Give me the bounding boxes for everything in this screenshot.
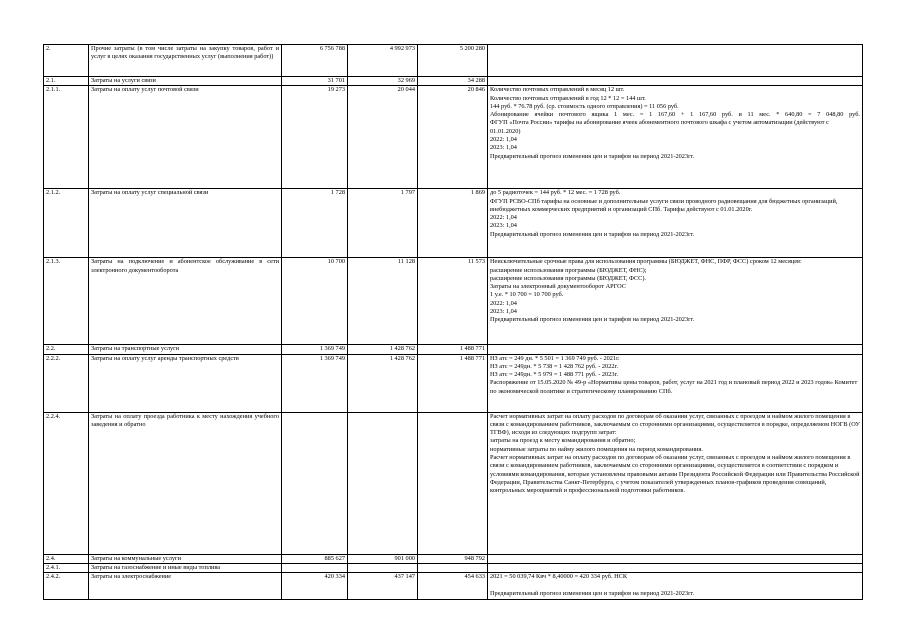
table-row xyxy=(44,86,863,189)
value-2022: 11 128 xyxy=(348,258,418,345)
note-line: затраты на проезд к месту командирования и обратно; xyxy=(490,437,636,445)
note-line: Предварительный прогноз изменения цен и тарифов на период 2021-2023гг. xyxy=(490,316,695,324)
note-line: ФГУП «Почта России» тарифы на абонирование ячеек абонементного почтового шкафа с учетом автоматизации (действуют с 01.01.2020) xyxy=(490,119,829,135)
value-2021: 885 627 xyxy=(282,554,348,563)
value-2023: 5 200 280 xyxy=(418,45,488,77)
table-row xyxy=(44,189,863,258)
row-name: Прочие затраты (в том числе затраты на закупку товаров, работ и услуг в целях оказания государственных услуг (выполнения работ)) xyxy=(89,45,282,77)
note-line: 2022: 1,04 xyxy=(490,214,517,222)
note-line: Количество почтовых отправлений в год 12 * 12 = 144 шт. xyxy=(490,94,646,102)
value-2022 xyxy=(348,563,418,572)
note-line: НЗ атс = 249дн. * 5 979 = 1 488 771 руб. - 2023г. xyxy=(490,371,618,379)
row-name: Затраты на транспортные услуги xyxy=(89,345,282,354)
row-notes xyxy=(488,554,863,563)
note-line: до 5 радиоточек = 144 руб. * 12 мес. = 1 728 руб. xyxy=(490,189,621,197)
note-line: 2022: 1,04 xyxy=(490,136,517,144)
row-notes xyxy=(488,345,863,354)
table-row xyxy=(44,412,863,554)
row-notes xyxy=(488,258,863,345)
row-name: Затраты на оплату услуг аренды транспортных средств xyxy=(89,354,282,412)
row-notes xyxy=(488,189,863,258)
value-2021: 19 273 xyxy=(282,86,348,189)
value-2021 xyxy=(282,412,348,554)
value-2022: 20 044 xyxy=(348,86,418,189)
value-2021: 6 756 788 xyxy=(282,45,348,77)
note-line: расширение использования программы (БЮДЖЕТ, ФСС). xyxy=(490,274,646,282)
note-spacer xyxy=(490,581,860,589)
table-row xyxy=(44,45,863,77)
row-name: Затраты на оплату услуг специальной связи xyxy=(89,189,282,258)
row-code: 2.4. xyxy=(44,554,89,563)
value-2023 xyxy=(418,412,488,554)
row-name: Затраты на коммунальные услуги xyxy=(89,554,282,563)
note-line: 144 руб. * 76.78 руб. (ср. стоимость одного отправления) = 11 056 руб. xyxy=(490,102,679,110)
row-code: 2.2.4. xyxy=(44,412,89,554)
table-row xyxy=(44,258,863,345)
value-2021: 420 334 xyxy=(282,573,348,600)
table-row xyxy=(44,554,863,563)
note-line: расширение использования программы (БЮДЖЕТ, ФНС); xyxy=(490,266,647,274)
row-notes xyxy=(488,86,863,189)
row-code: 2.4.2. xyxy=(44,573,89,600)
note-line: НЗ атс = 249дн. * 5 738 = 1 428 762 руб. - 2022г. xyxy=(490,362,618,370)
row-notes xyxy=(488,354,863,412)
row-notes xyxy=(488,563,863,572)
value-2023: 1 869 xyxy=(418,189,488,258)
value-2021: 31 701 xyxy=(282,77,348,86)
row-code: 2.1.3. xyxy=(44,258,89,345)
value-2022: 901 000 xyxy=(348,554,418,563)
value-2021 xyxy=(282,563,348,572)
value-2022: 4 992 973 xyxy=(348,45,418,77)
value-2023: 454 633 xyxy=(418,573,488,600)
row-name: Затраты на оплату услуг почтовой связи xyxy=(89,86,282,189)
note-line: Распоряжение от 15.05.2020 № 49-р «Нормативы цены товаров, работ, услуг на 2021 год и плановый период 2022 и 2023 годов» Комитет по экономической политике и стратегическому планированию СПб. xyxy=(490,379,858,395)
row-code: 2. xyxy=(44,45,89,77)
value-2023: 11 573 xyxy=(418,258,488,345)
row-code: 2.2. xyxy=(44,345,89,354)
value-2022: 1 797 xyxy=(348,189,418,258)
note-line: 2023: 1,04 xyxy=(490,222,517,230)
note-line: 2022: 1,04 xyxy=(490,299,517,307)
row-notes xyxy=(488,573,863,600)
note-line: 1 у.е. * 10 700 = 10 700 руб. xyxy=(490,291,564,299)
table-row xyxy=(44,573,863,600)
value-2022: 1 428 762 xyxy=(348,345,418,354)
note-line: 2023: 1,04 xyxy=(490,144,517,152)
row-code: 2.1.1. xyxy=(44,86,89,189)
note-line: Расчет нормативных затрат на оплату расходов по договорам об оказании услуг, связанных с проездом и наймом жилого помещения в связи с командированием работников, заключаемым со сторонними организациями, осуществляется в соответствии с порядком и условиями командирования, которые установлены правовыми актами Президента Российской Федерации или Правительства Российской Федерации, Правительства Санкт-Петербурга, с учетом показателей утвержденных планов-графиков проведения совещаний, контрольных мероприятий и профессиональной подготовки работников. xyxy=(490,454,860,495)
value-2021: 10 700 xyxy=(282,258,348,345)
table-row xyxy=(44,563,863,572)
note-line: 2021 = 50 039,74 Квч * 8,40000 = 420 334 руб. НСК xyxy=(490,573,628,581)
value-2021: 1 728 xyxy=(282,189,348,258)
table-row xyxy=(44,77,863,86)
value-2022: 437 147 xyxy=(348,573,418,600)
note-line: Предварительный прогноз изменения цен и тарифов на период 2021-2023гг. xyxy=(490,152,695,160)
table-row xyxy=(44,354,863,412)
value-2022: 1 428 762 xyxy=(348,354,418,412)
value-2021: 1 369 749 xyxy=(282,354,348,412)
value-2022: 32 969 xyxy=(348,77,418,86)
note-line: Количество почтовых отправлений в месяц 12 шт. xyxy=(490,86,625,94)
value-2023 xyxy=(418,563,488,572)
row-code: 2.4.1. xyxy=(44,563,89,572)
note-line: 2023: 1,04 xyxy=(490,308,517,316)
value-2023: 948 792 xyxy=(418,554,488,563)
value-2023: 1 488 771 xyxy=(418,354,488,412)
value-2021: 1 369 749 xyxy=(282,345,348,354)
value-2023: 34 288 xyxy=(418,77,488,86)
note-line: Абонирование ячейки почтового ящика 1 мес. = 1 167,60 + 1 167,60 руб. и 11 мес. * 640,80 = 7 048,80 руб. xyxy=(490,111,860,119)
budget-table xyxy=(43,44,863,600)
row-name: Затраты на газоснабжение и иные виды топлива xyxy=(89,563,282,572)
row-notes xyxy=(488,77,863,86)
note-line: НЗ атс = 249 дн. * 5 501 = 1 369 749 руб. - 2021г. xyxy=(490,354,620,362)
value-2022 xyxy=(348,412,418,554)
note-line: Предварительный прогноз изменения цен и тарифов на период 2021-2023гг. xyxy=(490,589,695,597)
row-notes xyxy=(488,412,863,554)
row-name: Затраты на электроснабжение xyxy=(89,573,282,600)
table-row xyxy=(44,345,863,354)
row-name: Затраты на подключение и абонентское обслуживание в сети электронного документооборота xyxy=(89,258,282,345)
row-name: Затраты на оплату проезда работника к месту нахождения учебного заведения и обратно xyxy=(89,412,282,554)
row-code: 2.1. xyxy=(44,77,89,86)
value-2023: 20 846 xyxy=(418,86,488,189)
note-line: ФГУП РСВО-СПб тарифы на основные и дополнительные услуги связи проводного радиовещания для бюджетных организаций, внебюджетных коммерческих предприятий и организаций СПб. Тарифы действуют с 01.01.2020г. xyxy=(490,197,838,213)
row-code: 2.2.2. xyxy=(44,354,89,412)
note-line: Затраты на электронный документооборот АРГОС xyxy=(490,283,626,291)
note-line: Расчет нормативных затрат на оплату расходов по договорам об оказании услуг, связанных с проездом и наймом жилого помещения в связи с командированием работников, заключаемым со сторонними организациями, осуществляется в порядке, определяемом НОГВ (ОУ ТГВФ), исходя из следующих подгрупп затрат: xyxy=(490,412,860,437)
row-name: Затраты на услуги связи xyxy=(89,77,282,86)
note-line: нормативные затраты по найму жилого помещения на период командирования. xyxy=(490,445,703,453)
row-code: 2.1.2. xyxy=(44,189,89,258)
note-line: Предварительный прогноз изменения цен и тарифов на период 2021-2023гг. xyxy=(490,230,695,238)
row-notes xyxy=(488,45,863,77)
note-line: Неисключительные срочные права для использования программы (БЮДЖЕТ, ФНС, ПФР, ФСС) сроком 12 месяцев: xyxy=(490,258,802,266)
value-2023: 1 488 771 xyxy=(418,345,488,354)
